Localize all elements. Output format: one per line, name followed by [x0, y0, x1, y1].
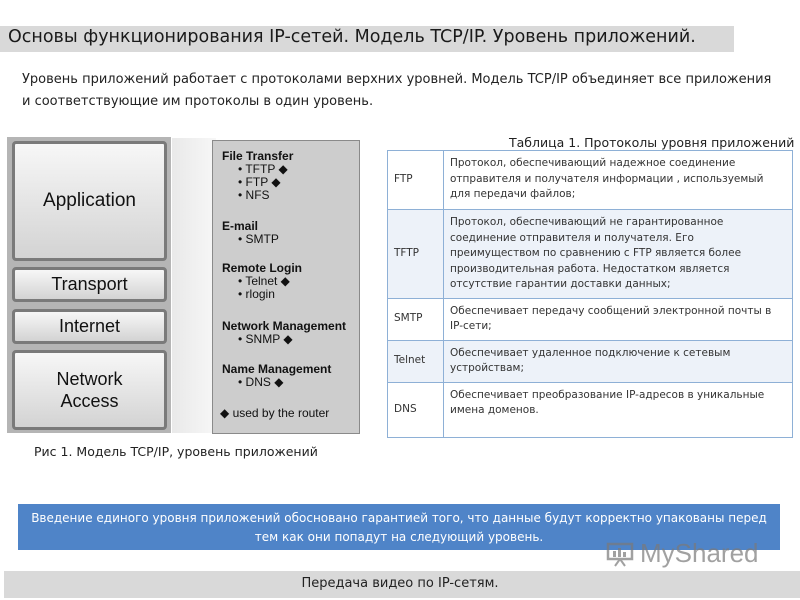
description-cell: Протокол, обеспечивающий надежное соединение отправителя и получателя информации , используемый для передачи файлов;	[444, 151, 793, 210]
table-row	[388, 151, 793, 210]
protocol-item: • rlogin	[238, 287, 275, 301]
group-file-transfer	[222, 150, 293, 202]
group-title: Remote Login	[222, 261, 302, 275]
protocol-cell: FTP	[388, 151, 444, 210]
protocols-table	[387, 150, 793, 438]
protocol-panel	[212, 140, 360, 434]
table-row	[388, 298, 793, 340]
presentation-icon	[606, 541, 636, 567]
layer-application-label: Application	[43, 190, 136, 211]
protocol-cell: TFTP	[388, 210, 444, 299]
protocol-item: • TFTP ◆	[238, 162, 288, 176]
group-title: Network Management	[222, 319, 347, 333]
protocol-item: • SNMP ◆	[238, 332, 293, 346]
protocol-item: • DNS ◆	[238, 375, 284, 389]
layer-internet	[12, 309, 167, 344]
layer-network-access	[12, 350, 167, 430]
table-row	[388, 210, 793, 299]
table-caption: Таблица 1. Протоколы уровня приложений	[509, 135, 795, 150]
figure-caption: Рис 1. Модель TCP/IP, уровень приложений	[34, 444, 318, 459]
group-email	[222, 220, 279, 246]
group-title: File Transfer	[222, 149, 294, 163]
layer-application	[12, 141, 167, 261]
group-remote-login	[222, 262, 302, 301]
table-row	[388, 340, 793, 382]
watermark-text: MyShared	[640, 538, 759, 568]
layer-access-word: Access	[60, 391, 119, 411]
group-name-management	[222, 363, 331, 389]
legend-router: ◆ used by the router	[220, 406, 330, 420]
protocol-cell: Telnet	[388, 340, 444, 382]
layer-network-word: Network	[56, 369, 123, 389]
protocol-item: • NFS	[238, 188, 270, 202]
footer-text: Передача видео по IP-сетям.	[301, 576, 499, 591]
layer-network-access-label	[56, 368, 122, 412]
watermark	[606, 538, 759, 569]
group-network-management	[222, 320, 346, 346]
protocol-item: • SMTP	[238, 232, 279, 246]
note-banner: Введение единого уровня приложений обосновано гарантией того, что данные будут корректно упакованы перед тем как они попадут на следующий уровень.	[18, 504, 780, 550]
group-title: Name Management	[222, 362, 332, 376]
group-title: E-mail	[222, 219, 259, 233]
intro-text: Уровень приложений работает с протоколами верхних уровней. Модель TCP/IP объединяет все приложения и соответствующие им протоколы в один уровень.	[22, 72, 772, 109]
protocol-item: • Telnet ◆	[238, 274, 290, 288]
description-cell: Обеспечивает передачу сообщений электронной почты в IP-сети;	[444, 298, 793, 340]
description-cell: Обеспечивает удаленное подключение к сетевым устройствам;	[444, 340, 793, 382]
layer-transport-label: Transport	[51, 274, 128, 294]
figure-gutter	[172, 138, 216, 433]
layer-transport	[12, 267, 167, 302]
protocol-cell: DNS	[388, 382, 444, 437]
table-row	[388, 382, 793, 437]
protocol-item: • FTP ◆	[238, 175, 281, 189]
description-cell: Обеспечивает преобразование IP-адресов в уникальные имена доменов.	[444, 382, 793, 437]
description-cell: Протокол, обеспечивающий не гарантированное соединение отправителя и получателя. Его преимуществом по сравнению с FTP является более производительная работа. Недостатком является отсутствие гарантии доставки данных;	[444, 210, 793, 299]
layer-internet-label: Internet	[58, 316, 121, 336]
page-title: Основы функционирования IP-сетей. Модель TCP/IP. Уровень приложений.	[8, 27, 696, 47]
protocol-cell: SMTP	[388, 298, 444, 340]
